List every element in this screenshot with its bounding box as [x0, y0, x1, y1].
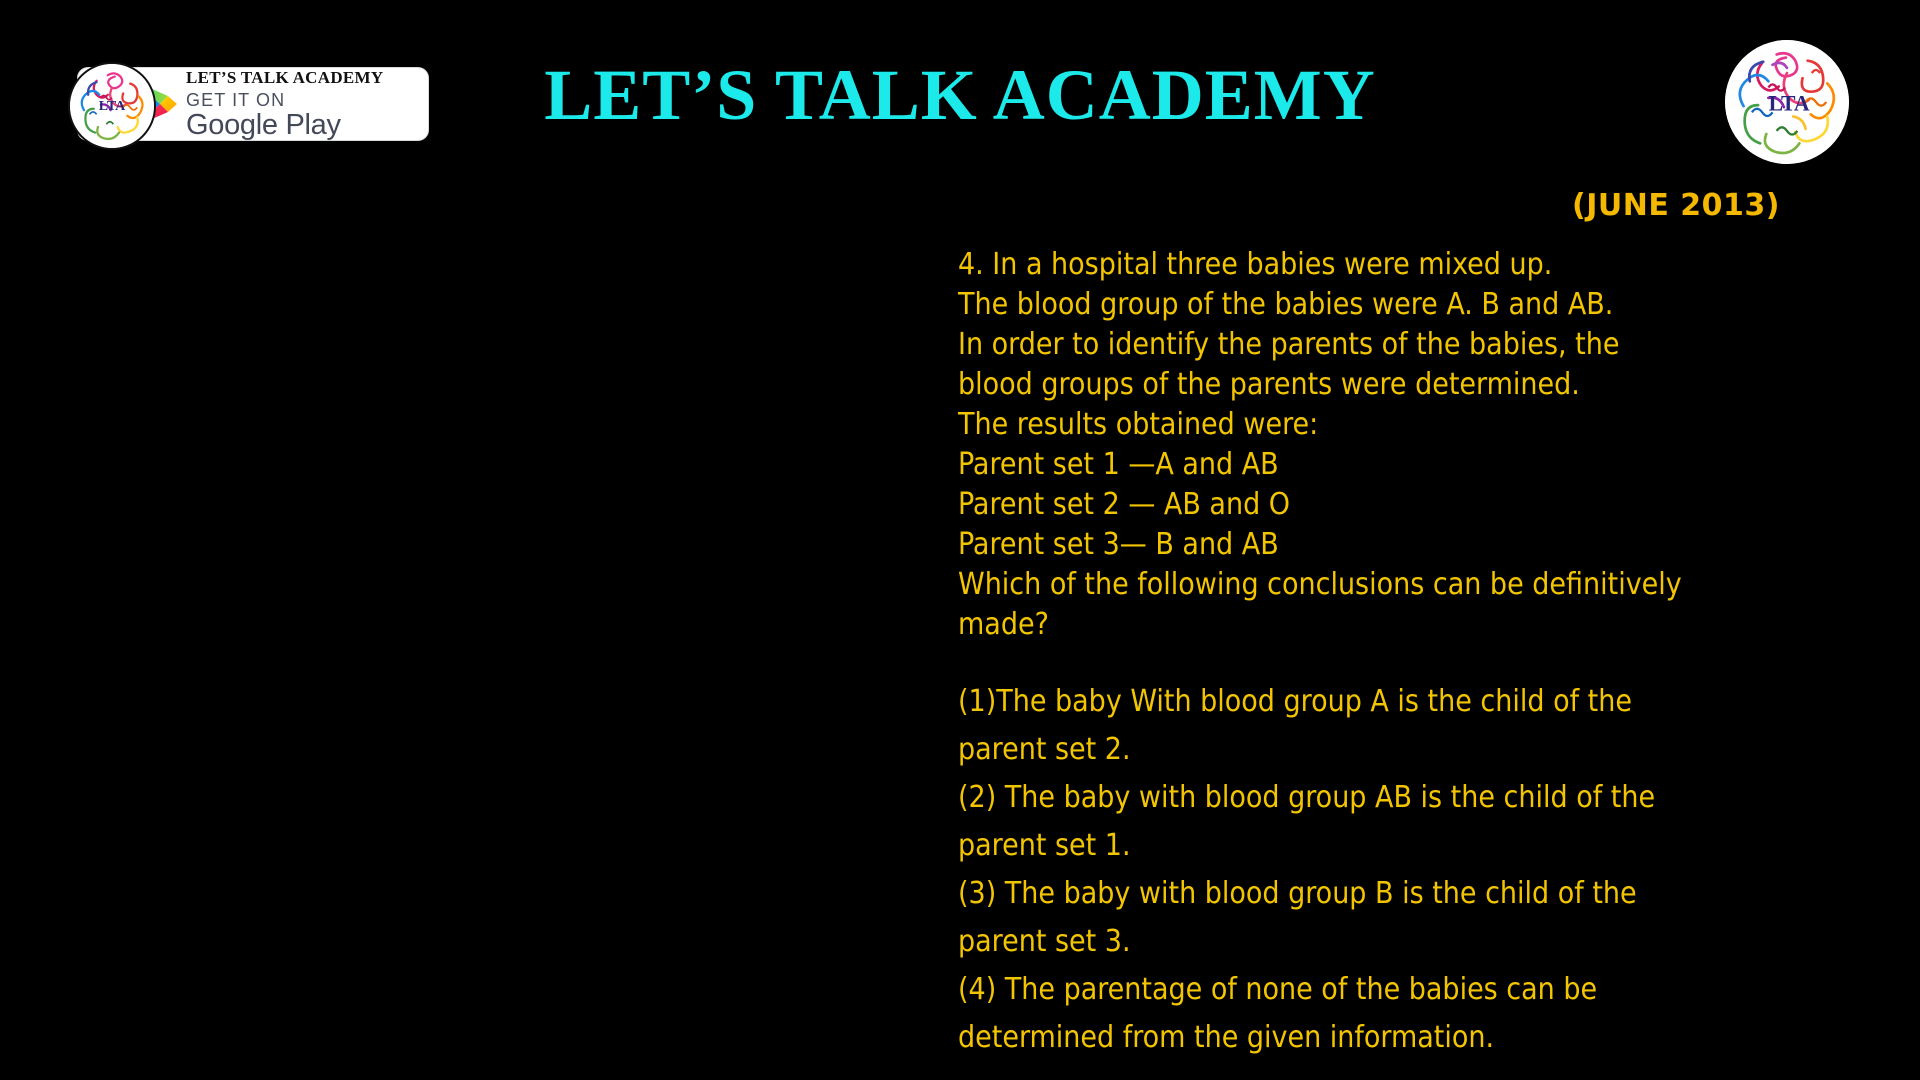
question-text-block: [958, 245, 1838, 645]
question-line: The results obtained were:: [958, 407, 1319, 442]
lta-logo-right: [1725, 40, 1849, 164]
option-line[interactable]: parent set 1.: [958, 828, 1131, 863]
lta-logo-left: [68, 62, 156, 150]
badge-get-it-on: GET IT ON: [186, 89, 286, 110]
question-line: 4. In a hospital three babies were mixed up.: [958, 247, 1553, 282]
exam-date-badge: (JUNE 2013): [1572, 188, 1780, 223]
badge-store-name: Google Play: [186, 108, 341, 141]
parent-set-line: Parent set 2 — AB and O: [958, 487, 1291, 522]
question-line: blood groups of the parents were determined.: [958, 367, 1580, 402]
question-line: The blood group of the babies were A. B and AB.: [958, 287, 1614, 322]
badge-academy-line: LET’S TALK ACADEMY: [186, 67, 384, 87]
google-play-badge-text: [186, 69, 383, 140]
option-line[interactable]: parent set 2.: [958, 732, 1131, 767]
lta-logo-label: LTA: [1768, 91, 1810, 116]
option-line[interactable]: determined from the given information.: [958, 1020, 1495, 1055]
lta-logo-label: LTA: [98, 99, 126, 115]
option-line[interactable]: (4) The parentage of none of the babies can be: [958, 972, 1598, 1007]
option-line[interactable]: (3) The baby with blood group B is the child of the: [958, 876, 1637, 911]
page-title: LET’S TALK ACADEMY: [544, 55, 1376, 135]
option-line[interactable]: parent set 3.: [958, 924, 1131, 959]
option-line[interactable]: (1)The baby With blood group A is the child of the: [958, 684, 1632, 719]
question-line: made?: [958, 607, 1049, 642]
option-line[interactable]: (2) The baby with blood group AB is the child of the: [958, 780, 1656, 815]
answer-options-block: [958, 678, 1858, 1062]
question-line: In order to identify the parents of the babies, the: [958, 327, 1620, 362]
question-line: Which of the following conclusions can be definitively: [958, 567, 1682, 602]
parent-set-line: Parent set 3— B and AB: [958, 527, 1279, 562]
parent-set-line: Parent set 1 —A and AB: [958, 447, 1279, 482]
